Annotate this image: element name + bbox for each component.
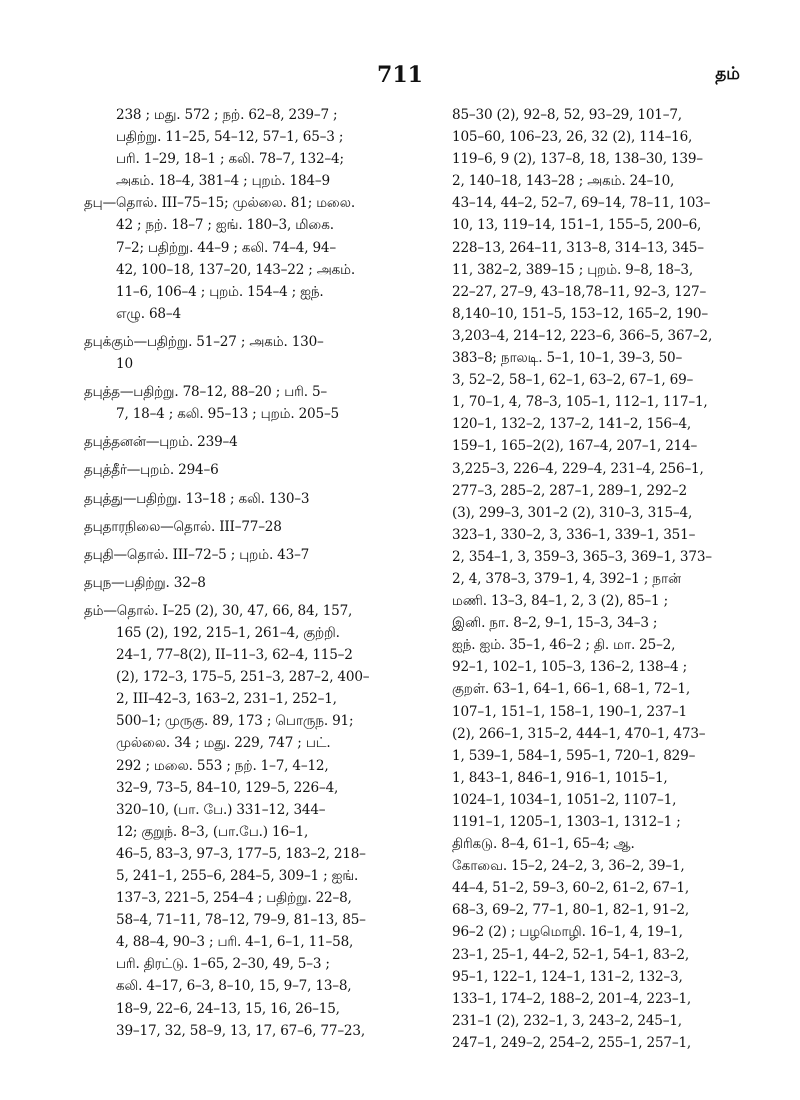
entry-headword-line: தபுத்தீர்—புறம். 294–6 (84, 462, 219, 479)
text-line: பரி. 1–29, 18–1 ; கலி. 78–7, 132–4; (116, 151, 344, 168)
text-line: 320–10, (பா. பே.) 331–12, 344– (116, 801, 326, 818)
entry-headword-line: தபு—தொல். III–75–15; முல்லை. 81; மலை. (84, 195, 355, 212)
index-entry (84, 600, 402, 1042)
text-line: 2, 140–18, 143–28 ; அகம். 24–10, (452, 173, 675, 190)
text-line: 18–9, 22–6, 24–13, 15, 16, 26–15, (116, 1000, 340, 1017)
text-line: 1, 539–1, 584–1, 595–1, 720–1, 829– (452, 747, 696, 764)
text-line: முல்லை. 34 ; மது. 229, 747 ; பட். (116, 735, 331, 752)
text-line: மணி. 13–3, 84–1, 2, 3 (2), 85–1 ; (452, 593, 668, 610)
text-line: (3), 299–3, 301–2 (2), 310–3, 315–4, (452, 504, 693, 521)
entry-headword-line: தபுதாரநிலை—தொல். III–77–28 (84, 518, 282, 535)
text-line: 238 ; மது. 572 ; நற். 62–8, 239–7 ; (116, 107, 338, 123)
text-line: 92–1, 102–1, 105–3, 136–2, 138–4 ; (452, 659, 687, 676)
text-line: 11–6, 106–4 ; புறம். 154–4 ; ஐந். (116, 283, 324, 300)
text-line: 23–1, 25–1, 44–2, 52–1, 54–1, 83–2, (452, 946, 689, 963)
text-line: 22–27, 27–9, 43–18,78–11, 92–3, 127– (452, 283, 707, 300)
text-line: 10, 13, 119–14, 151–1, 155–5, 200–6, (452, 217, 702, 234)
text-line: 68–3, 69–2, 77–1, 80–1, 82–1, 91–2, (452, 902, 689, 919)
text-line: 42 ; நற். 18–7 ; ஐங். 180–3, மிகை. (116, 217, 334, 234)
index-entry (84, 381, 402, 425)
entry-headword-line: தபுத்தனன்—புறம். 239–4 (84, 434, 238, 451)
text-line: ஐந். ஐம். 35–1, 46–2 ; தி. மா. 25–2, (452, 637, 676, 654)
text-line: திரிகடு. 8–4, 61–1, 65–4; ஆ. (452, 836, 635, 853)
text-line: 24–1, 77–8(2), II–11–3, 62–4, 115–2 (116, 647, 353, 664)
text-line: இனி. நா. 8–2, 9–1, 15–3, 34–3 ; (452, 615, 658, 632)
text-line: பதிற்று. 11–25, 54–12, 57–1, 65–3 ; (116, 129, 344, 146)
text-line: 292 ; மலை. 553 ; நற். 1–7, 4–12, (116, 757, 329, 774)
text-line: எழு. 68–4 (116, 305, 181, 322)
text-line: 231–1 (2), 232–1, 3, 243–2, 245–1, (452, 1012, 682, 1029)
text-line: 8,140–10, 151–5, 153–12, 165–2, 190– (452, 305, 708, 322)
text-line: 46–5, 83–3, 97–3, 177–5, 183–2, 218– (116, 845, 366, 862)
text-line: 1, 843–1, 846–1, 916–1, 1015–1, (452, 769, 668, 786)
text-line: கோவை. 15–2, 24–2, 3, 36–2, 39–1, (452, 858, 685, 875)
text-line: 228–13, 264–11, 313–8, 314–13, 345– (452, 239, 704, 256)
text-line: 500–1; முருகு. 89, 173 ; பொருந. 91; (116, 713, 354, 730)
text-line: 2, III–42–3, 163–2, 231–1, 252–1, (116, 691, 337, 708)
text-line: 43–14, 44–2, 52–7, 69–14, 78–11, 103– (452, 195, 711, 212)
right-column (452, 104, 752, 1054)
text-line: பரி. திரட்டு. 1–65, 2–30, 49, 5–3 ; (116, 956, 330, 973)
text-line: 159–1, 165–2(2), 167–4, 207–1, 214– (452, 438, 698, 455)
text-line: கலி. 4–17, 6–3, 8–10, 15, 9–7, 13–8, (116, 978, 352, 995)
entry-headword-line: தபுதி—தொல். III–72–5 ; புறம். 43–7 (84, 546, 310, 563)
text-line: 165 (2), 192, 215–1, 261–4, குற்றி. (116, 624, 340, 641)
index-entry (84, 488, 402, 510)
text-line: 4, 88–4, 90–3 ; பரி. 4–1, 6–1, 11–58, (116, 934, 354, 951)
text-line: 12; குறுந். 8–3, (பா.பே.) 16–1, (116, 823, 309, 840)
entry-headword-line: தம்—தொல். I–25 (2), 30, 47, 66, 84, 157, (84, 602, 353, 619)
entry-headword-line: தபுந—பதிற்று. 32–8 (84, 574, 206, 591)
text-line: 3,225–3, 226–4, 229–4, 231–4, 256–1, (452, 460, 704, 477)
index-entry (84, 192, 402, 325)
left-column (84, 104, 402, 1048)
entry-list (84, 192, 402, 1041)
text-line: (2), 172–3, 175–5, 251–3, 287–2, 400– (116, 669, 370, 686)
text-line: 247–1, 249–2, 254–2, 255–1, 257–1, (452, 1034, 692, 1051)
text-line: 32–9, 73–5, 84–10, 129–5, 226–4, (116, 779, 339, 796)
index-entry (84, 516, 402, 538)
text-line: 7–2; பதிற்று. 44–9 ; கலி. 74–4, 94– (116, 239, 336, 256)
text-line: 107–1, 151–1, 158–1, 190–1, 237–1 (452, 703, 687, 720)
index-entry (84, 544, 402, 566)
text-line: 95–1, 122–1, 124–1, 131–2, 132–3, (452, 968, 683, 985)
text-line: 105–60, 106–23, 26, 32 (2), 114–16, (452, 129, 693, 146)
text-line: 44–4, 51–2, 59–3, 60–2, 61–2, 67–1, (452, 880, 689, 897)
text-line: 39–17, 32, 58–9, 13, 17, 67–6, 77–23, (116, 1022, 365, 1039)
text-line: 120–1, 132–2, 137–2, 141–2, 156–4, (452, 416, 692, 433)
text-line: 323–1, 330–2, 3, 336–1, 339–1, 351– (452, 526, 696, 543)
text-line: 277–3, 285–2, 287–1, 289–1, 292–2 (452, 482, 687, 499)
entry-headword-line: தபுத்து—பதிற்று. 13–18 ; கலி. 130–3 (84, 490, 310, 507)
text-line: 133–1, 174–2, 188–2, 201–4, 223–1, (452, 990, 692, 1007)
running-head: தம் (715, 64, 740, 84)
text-line: 96–2 (2) ; பழமொழி. 16–1, 4, 19–1, (452, 924, 683, 941)
text-line: 3,203–4, 214–12, 223–6, 366–5, 367–2, (452, 327, 713, 344)
text-line: குறள். 63–1, 64–1, 66–1, 68–1, 72–1, (452, 681, 690, 698)
text-line: 5, 241–1, 255–6, 284–5, 309–1 ; ஐங். (116, 868, 359, 884)
text-line: 1024–1, 1034–1, 1051–2, 1107–1, (452, 791, 677, 808)
text-line: 137–3, 221–5, 254–4 ; பதிற்று. 22–8, (116, 890, 352, 907)
text-line: 2, 354–1, 3, 359–3, 365–3, 369–1, 373– (452, 548, 712, 565)
entry-headword-line: தபுக்கும்—பதிற்று. 51–27 ; அகம். 130– (84, 333, 324, 350)
index-entry (84, 431, 402, 453)
text-line: 85–30 (2), 92–8, 52, 93–29, 101–7, (452, 107, 682, 123)
page-number: 711 (377, 62, 423, 88)
text-line: அகம். 18–4, 381–4 ; புறம். 184–9 (116, 173, 330, 190)
text-line: 383–8; நாலடி. 5–1, 10–1, 39–3, 50– (452, 350, 683, 367)
text-line: 11, 382–2, 389–15 ; புறம். 9–8, 18–3, (452, 261, 693, 278)
text-line: 58–4, 71–11, 78–12, 79–9, 81–13, 85– (116, 912, 366, 929)
text-line: 7, 18–4 ; கலி. 95–13 ; புறம். 205–5 (116, 406, 339, 423)
text-line: 1, 70–1, 4, 78–3, 105–1, 112–1, 117–1, (452, 394, 708, 411)
index-entry (84, 331, 402, 375)
index-entry (84, 459, 402, 481)
text-line: 2, 4, 378–3, 379–1, 4, 392–1 ; நான் (452, 570, 681, 587)
text-line: 10 (116, 356, 133, 373)
text-line: 3, 52–2, 58–1, 62–1, 63–2, 67–1, 69– (452, 372, 694, 389)
text-line: (2), 266–1, 315–2, 444–1, 470–1, 473– (452, 725, 706, 742)
text-line: 119–6, 9 (2), 137–8, 18, 138–30, 139– (452, 151, 703, 168)
text-line: 1191–1, 1205–1, 1303–1, 1312–1 ; (452, 814, 681, 830)
entry-headword-line: தபுத்த—பதிற்று. 78–12, 88–20 ; பரி. 5– (84, 384, 328, 401)
continued-entry (84, 104, 402, 192)
text-line: 42, 100–18, 137–20, 143–22 ; அகம். (116, 261, 356, 278)
index-entry (84, 572, 402, 594)
